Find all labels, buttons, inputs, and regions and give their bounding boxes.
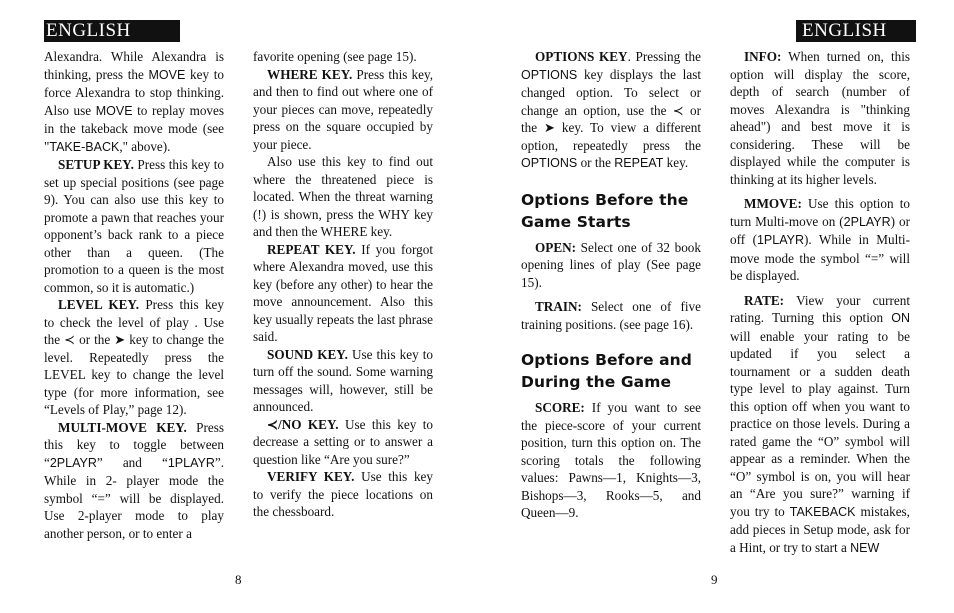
paragraph-opening-continued: favorite opening (see page 15). [253, 49, 417, 64]
page-number-left: 8 [235, 572, 242, 587]
paragraph-train-option: TRAIN: Select one of five training positions. (see page 16). [521, 299, 701, 332]
paragraph-level-key: LEVEL KEY. Press this key to check the level of play . Use the ≺ or the ➤ key to change the level. Repeatedly press the LEVEL key to change the level type (for more information, see “Levels of Play,” page 12). [44, 297, 224, 417]
page9-column-left [521, 48, 701, 522]
language-header-right: ENGLISH [796, 20, 916, 42]
paragraph-multi-move-key: MULTI-MOVE KEY. Press this key to toggle between “2PLAYR” and “1PLAYR”. While in 2- player mode the symbol “=” will be displayed. Use 2-player mode to play another person, or to enter a [44, 419, 224, 541]
heading-options-before-game: Options Before the Game Starts [521, 190, 689, 231]
page-number-right: 9 [711, 572, 718, 587]
heading-options-during-game: Options Before and During the Game [521, 351, 692, 391]
paragraph-open-option: OPEN: Select one of 32 book opening lines of play (See page 15). [521, 239, 701, 290]
paragraph-sound-key: SOUND KEY. Use this key to turn off the sound. Some warning messages will, however, still be announced. [253, 346, 433, 414]
right-arrow-icon: ➤ [543, 120, 556, 135]
language-header-left: ENGLISH [44, 20, 180, 42]
paragraph-move-continued: Alexandra. While Alexandra is thinking, press the MOVE key to force Alexandra to stop thinking. Also use MOVE to replay moves in the takeback move mode (see "TAKE-BACK," above). [44, 49, 224, 154]
right-arrow-icon: ➤ [114, 332, 126, 347]
page8-column-right [253, 48, 433, 521]
paragraph-score-option: SCORE: If you want to see the piece-score of your current position, turn this option on. The scoring totals the following values: Pawns—1, Knights—3, Bishops—3, Rooks—5, and Queen—9. [521, 400, 701, 520]
paragraph-repeat-key: REPEAT KEY. If you forgot where Alexandra moved, use this key (before any other) to hear the move announcement. Also this key usually repeats the last phrase said. [253, 241, 433, 344]
paragraph-info-option: INFO: When turned on, this option will display the score, depth of search (number of moves Alexandra is "thinking ahead") and best move it is considering. These will be displayed while the computer is thinking at its higher levels. [730, 49, 910, 187]
paragraph-options-key: OPTIONS KEY. Pressing the OPTIONS key displays the last changed option. To select or change an option, use the ≺ or the ➤ key. To view a different option, repeatedly press the OPTIONS or the REPEAT key. [521, 49, 701, 170]
left-arrow-icon: ≺ [672, 102, 684, 118]
paragraph-where-key: WHERE KEY. Press this key, and then to find out where one of your pieces can move, repeatedly press on the square occupied by your piece. [253, 66, 433, 152]
paragraph-mmove-option: MMOVE: Use this option to turn Multi-move on (2PLAYR) or off (1PLAYR). While in Multi-move mode the symbol “=” will be displayed. [730, 196, 910, 283]
page8-column-left [44, 48, 224, 542]
paragraph-rate-option: RATE: View your current rating. Turning this option ON will enable your rating to be updated if you select a tournament or a sudden death type level to play against. Turn this option off when you want to practice on those levels. During a rated game the “O” symbol will appear as a reminder. When the “O” symbol is on, you will hear an “Are you sure?” warning if you try to TAKEBACK mistakes, add pieces in Setup mode, ask for a Hint, or try to start a NEW [730, 292, 910, 555]
paragraph-no-key: ≺/NO KEY. Use this key to decrease a setting or to answer a question like “Are you sure?” [253, 416, 433, 467]
paragraph-verify-key: VERIFY KEY. Use this key to verify the piece locations on the chessboard. [253, 469, 434, 519]
page9-column-right [730, 48, 910, 557]
paragraph-where-key-2: Also use this key to find out where the threatened piece is located. When the threat warning (!) is shown, press the WHY key and then the WHERE key. [253, 154, 433, 239]
paragraph-setup-key: SETUP KEY. Press this key to set up special positions (see page 9). You can also use this key to promote a pawn that reaches your opponent’s back rank to a piece other than a queen. (The promotion to a queen is the most common, so it is automatic.) [44, 157, 224, 295]
left-arrow-icon: ≺ [64, 332, 76, 347]
